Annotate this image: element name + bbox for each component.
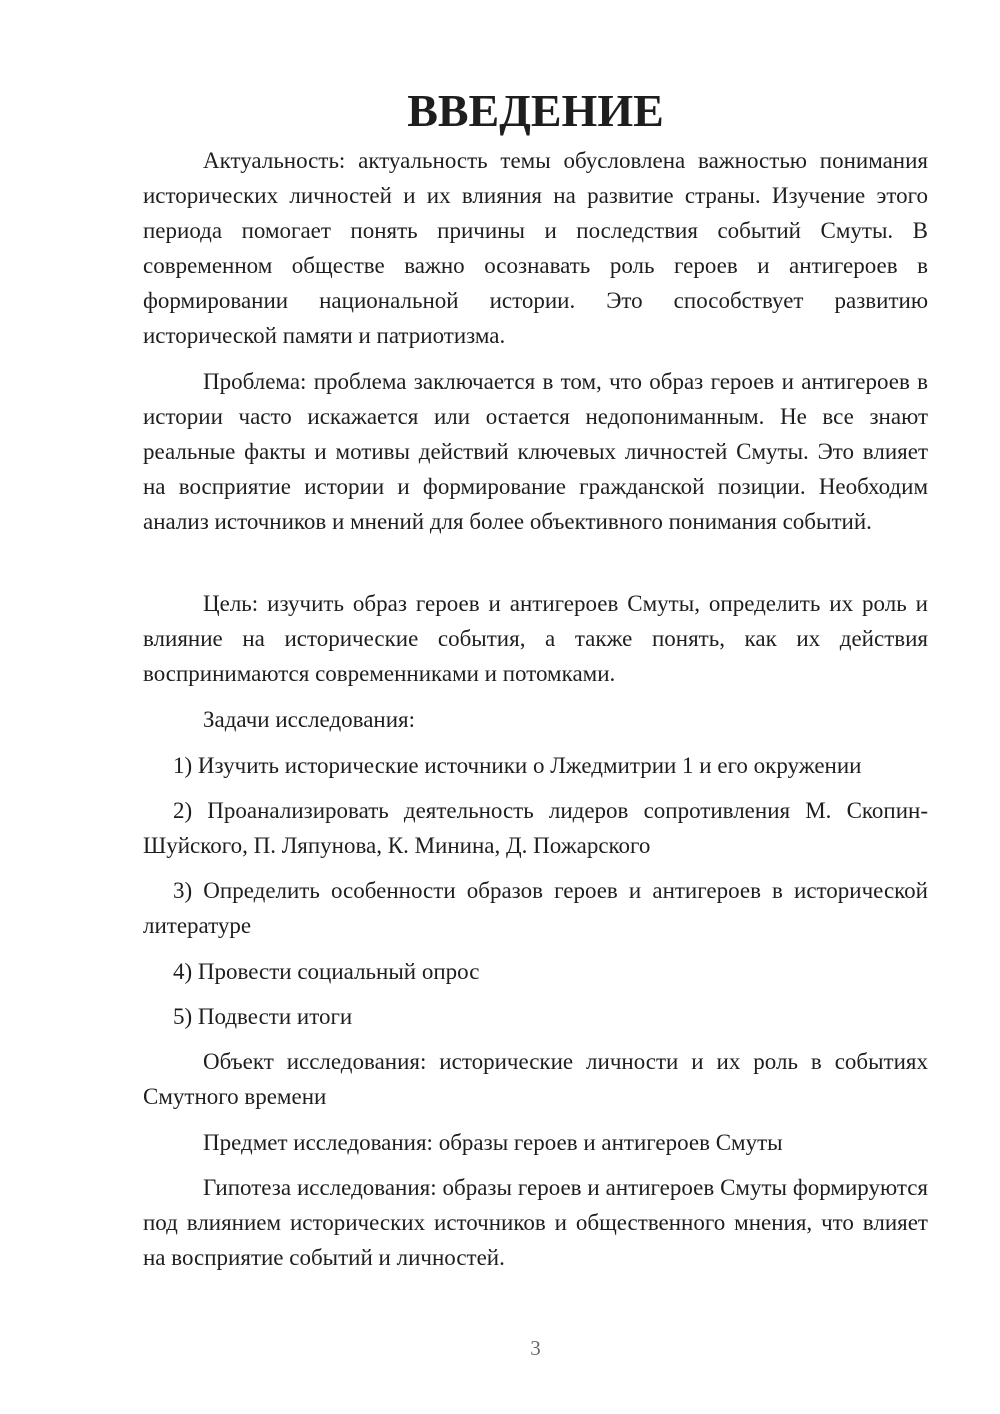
paragraph-subject: Предмет исследования: образы героев и антигероев Смуты (203, 1130, 783, 1155)
paragraph-object: Объект исследования: исторические личности и их роль в событиях Смутного времени (143, 1049, 928, 1109)
task-item-1: 1) Изучить исторические источники о Лжедмитрии 1 и его окружении (173, 753, 862, 778)
paragraph-relevance: Актуальность: актуальность темы обусловлена важностью понимания исторических личностей и их влияния на развитие страны. Изучение этого периода помогает понять причины и последствия событий Смуты. В современном обществе важно осознавать роль героев и антигероев в формировании национальной истории. Это способствует развитию исторической памяти и патриотизма. (143, 148, 928, 348)
paragraph-hypothesis: Гипотеза исследования: образы героев и антигероев Смуты формируются под влиянием исторических источников и общественного мнения, что влияет на восприятие событий и личностей. (143, 1175, 928, 1270)
document-page (143, 0, 928, 1414)
paragraph-problem: Проблема: проблема заключается в том, что образ героев и антигероев в истории часто искажается или остается недопониманным. Не все знают реальные факты и мотивы действий ключевых личностей Смуты. Это влияет на восприятие истории и формирование гражданской позиции. Необходим анализ источников и мнений для более объективного понимания событий. (143, 369, 928, 534)
paragraph-goal: Цель: изучить образ героев и антигероев Смуты, определить их роль и влияние на исторические события, а также понять, как их действия воспринимаются современниками и потомками. (143, 591, 928, 686)
page-title: ВВЕДЕНИЕ (407, 85, 664, 136)
task-item-4: 4) Провести социальный опрос (173, 959, 480, 984)
tasks-heading: Задачи исследования: (203, 707, 416, 732)
task-item-3: 3) Определить особенности образов героев и антигероев в исторической литературе (143, 878, 928, 938)
page-number: 3 (530, 1336, 541, 1360)
task-item-2: 2) Проанализировать деятельность лидеров сопротивления М. Скопин-Шуйского, П. Ляпунова, К. Минина, Д. Пожарского (143, 798, 928, 858)
task-item-5: 5) Подвести итоги (173, 1004, 353, 1029)
